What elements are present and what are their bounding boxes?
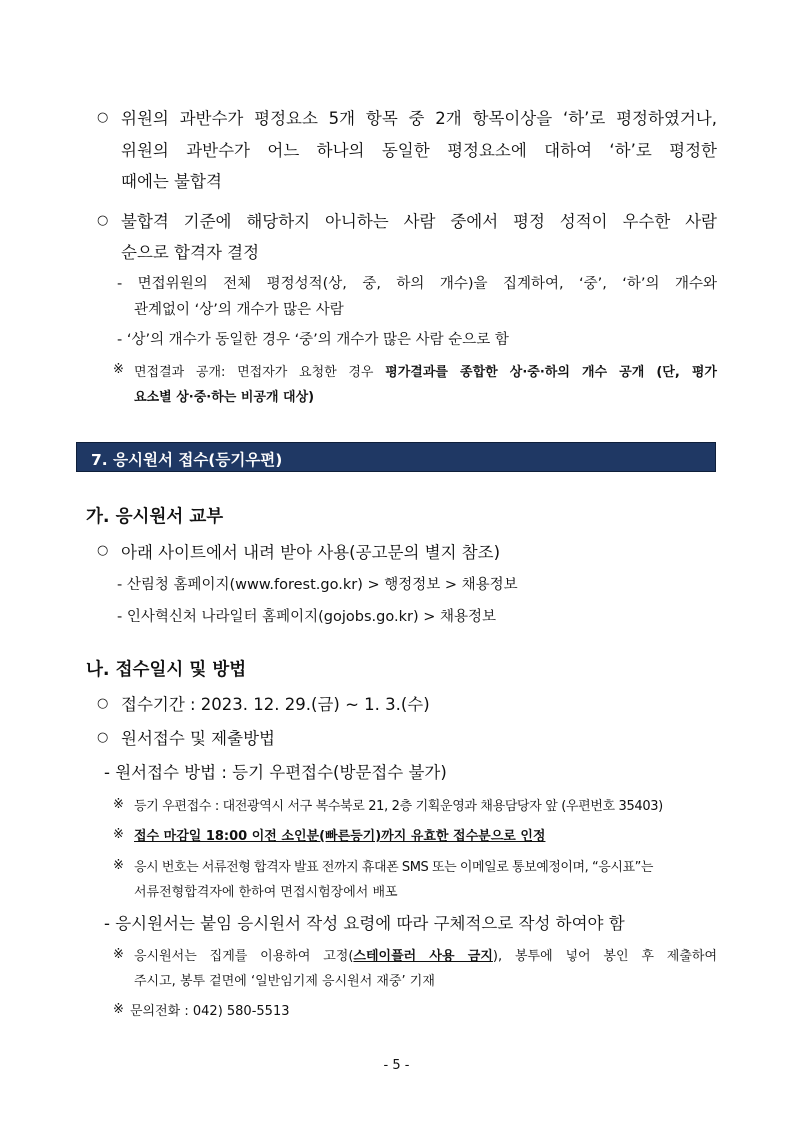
bullet-circle: ○	[97, 110, 109, 125]
application-method: 원서접수 및 제출방법	[121, 729, 275, 748]
criteria-sub-2: - ‘상’의 개수가 동일한 경우 ‘중’의 개수가 많은 사람 순으로 함	[117, 332, 509, 348]
site-gojobs-link: - 인사혁신처 나라일터 홈페이지(gojobs.go.kr) > 채용정보	[117, 609, 496, 625]
note-mark: ※	[113, 797, 124, 812]
criteria-sub-1-line-1: - 면접위원의 전체 평정성적(상, 중, 하의 개수)을 집계하여, ‘중’, ‘하’의 개수와	[117, 276, 717, 292]
section-header-bar	[76, 442, 716, 472]
contact-phone: 문의전화 : 042) 580-5513	[130, 1004, 290, 1019]
stapler-ban: 스테이플러 사용 금지	[353, 949, 493, 964]
envelope-note-line-2: 주시고, 봉투 겉면에 ‘일반임기제 응시원서 재중’ 기재	[134, 974, 435, 989]
heading-ga: 가. 응시원서 교부	[86, 507, 224, 527]
application-period: 접수기간 : 2023. 12. 29.(금) ~ 1. 3.(수)	[121, 695, 430, 714]
exam-number-note-line-2: 서류전형합격자에 한하여 면접시험장에서 배포	[134, 885, 398, 900]
disclosure-note-line-2: 요소별 상·중·하는 비공개 대상)	[134, 390, 315, 405]
exam-number-note-line-1: 응시 번호는 서류전형 합격자 발표 전까지 휴대폰 SMS 또는 이메일로 통보예정이며, “응시표”는	[134, 860, 654, 875]
note-mark: ※	[113, 362, 124, 377]
envelope-note-line-1: 응시원서는 집게를 이용하여 고정(스테이플러 사용 금지), 봉투에 넣어 봉인 후 제출하여	[134, 949, 718, 964]
note-mark: ※	[113, 1002, 124, 1017]
disclosure-note-line-1	[134, 361, 717, 380]
note-mark: ※	[113, 858, 124, 873]
bullet-circle: ○	[97, 213, 109, 228]
criteria-line-3: 때에는 불합격	[121, 172, 222, 191]
form-distribution-text: 아래 사이트에서 내려 받아 사용(공고문의 별지 참조)	[121, 543, 501, 562]
criteria-line-2: 위원의 과반수가 어느 하나의 동일한 평정요소에 대하여 ‘하’로 평정한	[121, 141, 717, 160]
section-title: 7. 응시원서 접수(등기우편)	[91, 451, 283, 469]
bullet-circle: ○	[97, 696, 109, 711]
disclosure-note-bold: 평가결과를 종합한 상·중·하의 개수 공개 (단, 평가	[385, 365, 717, 380]
bullet-circle: ○	[97, 543, 109, 558]
site-forest-link: - 산림청 홈페이지(www.forest.go.kr) > 행정정보 > 채용정보	[117, 577, 518, 593]
bullet-circle: ○	[97, 730, 109, 745]
page-number: - 5 -	[383, 1058, 410, 1073]
criteria-line-5: 순으로 합격자 결정	[121, 243, 260, 262]
deadline-note: 접수 마감일 18:00 이전 소인분(빠른등기)까지 유효한 접수분으로 인정	[134, 829, 546, 844]
note-mark: ※	[113, 827, 124, 842]
method-detail: - 원서접수 방법 : 등기 우편접수(방문접수 불가)	[104, 763, 447, 782]
criteria-line-1: 위원의 과반수가 평정요소 5개 항목 중 2개 항목이상을 ‘하’로 평정하였거나,	[121, 109, 717, 128]
criteria-line-4: 불합격 기준에 해당하지 아니하는 사람 중에서 평정 성적이 우수한 사람	[121, 212, 717, 231]
criteria-sub-1-line-2: 관계없이 ‘상’의 개수가 많은 사람	[134, 302, 344, 318]
form-writing-instruction: - 응시원서는 붙임 응시원서 작성 요령에 따라 구체적으로 작성 하여야 함	[104, 914, 625, 933]
heading-na: 나. 접수일시 및 방법	[86, 660, 247, 680]
disclosure-note-prefix: 면접결과 공개: 면접자가 요청한 경우	[134, 365, 386, 380]
postal-address-note: 등기 우편접수 : 대전광역시 서구 복수북로 21, 2층 기획운영과 채용담당자 앞 (우편번호 35403)	[134, 799, 663, 814]
note-mark: ※	[113, 947, 124, 962]
